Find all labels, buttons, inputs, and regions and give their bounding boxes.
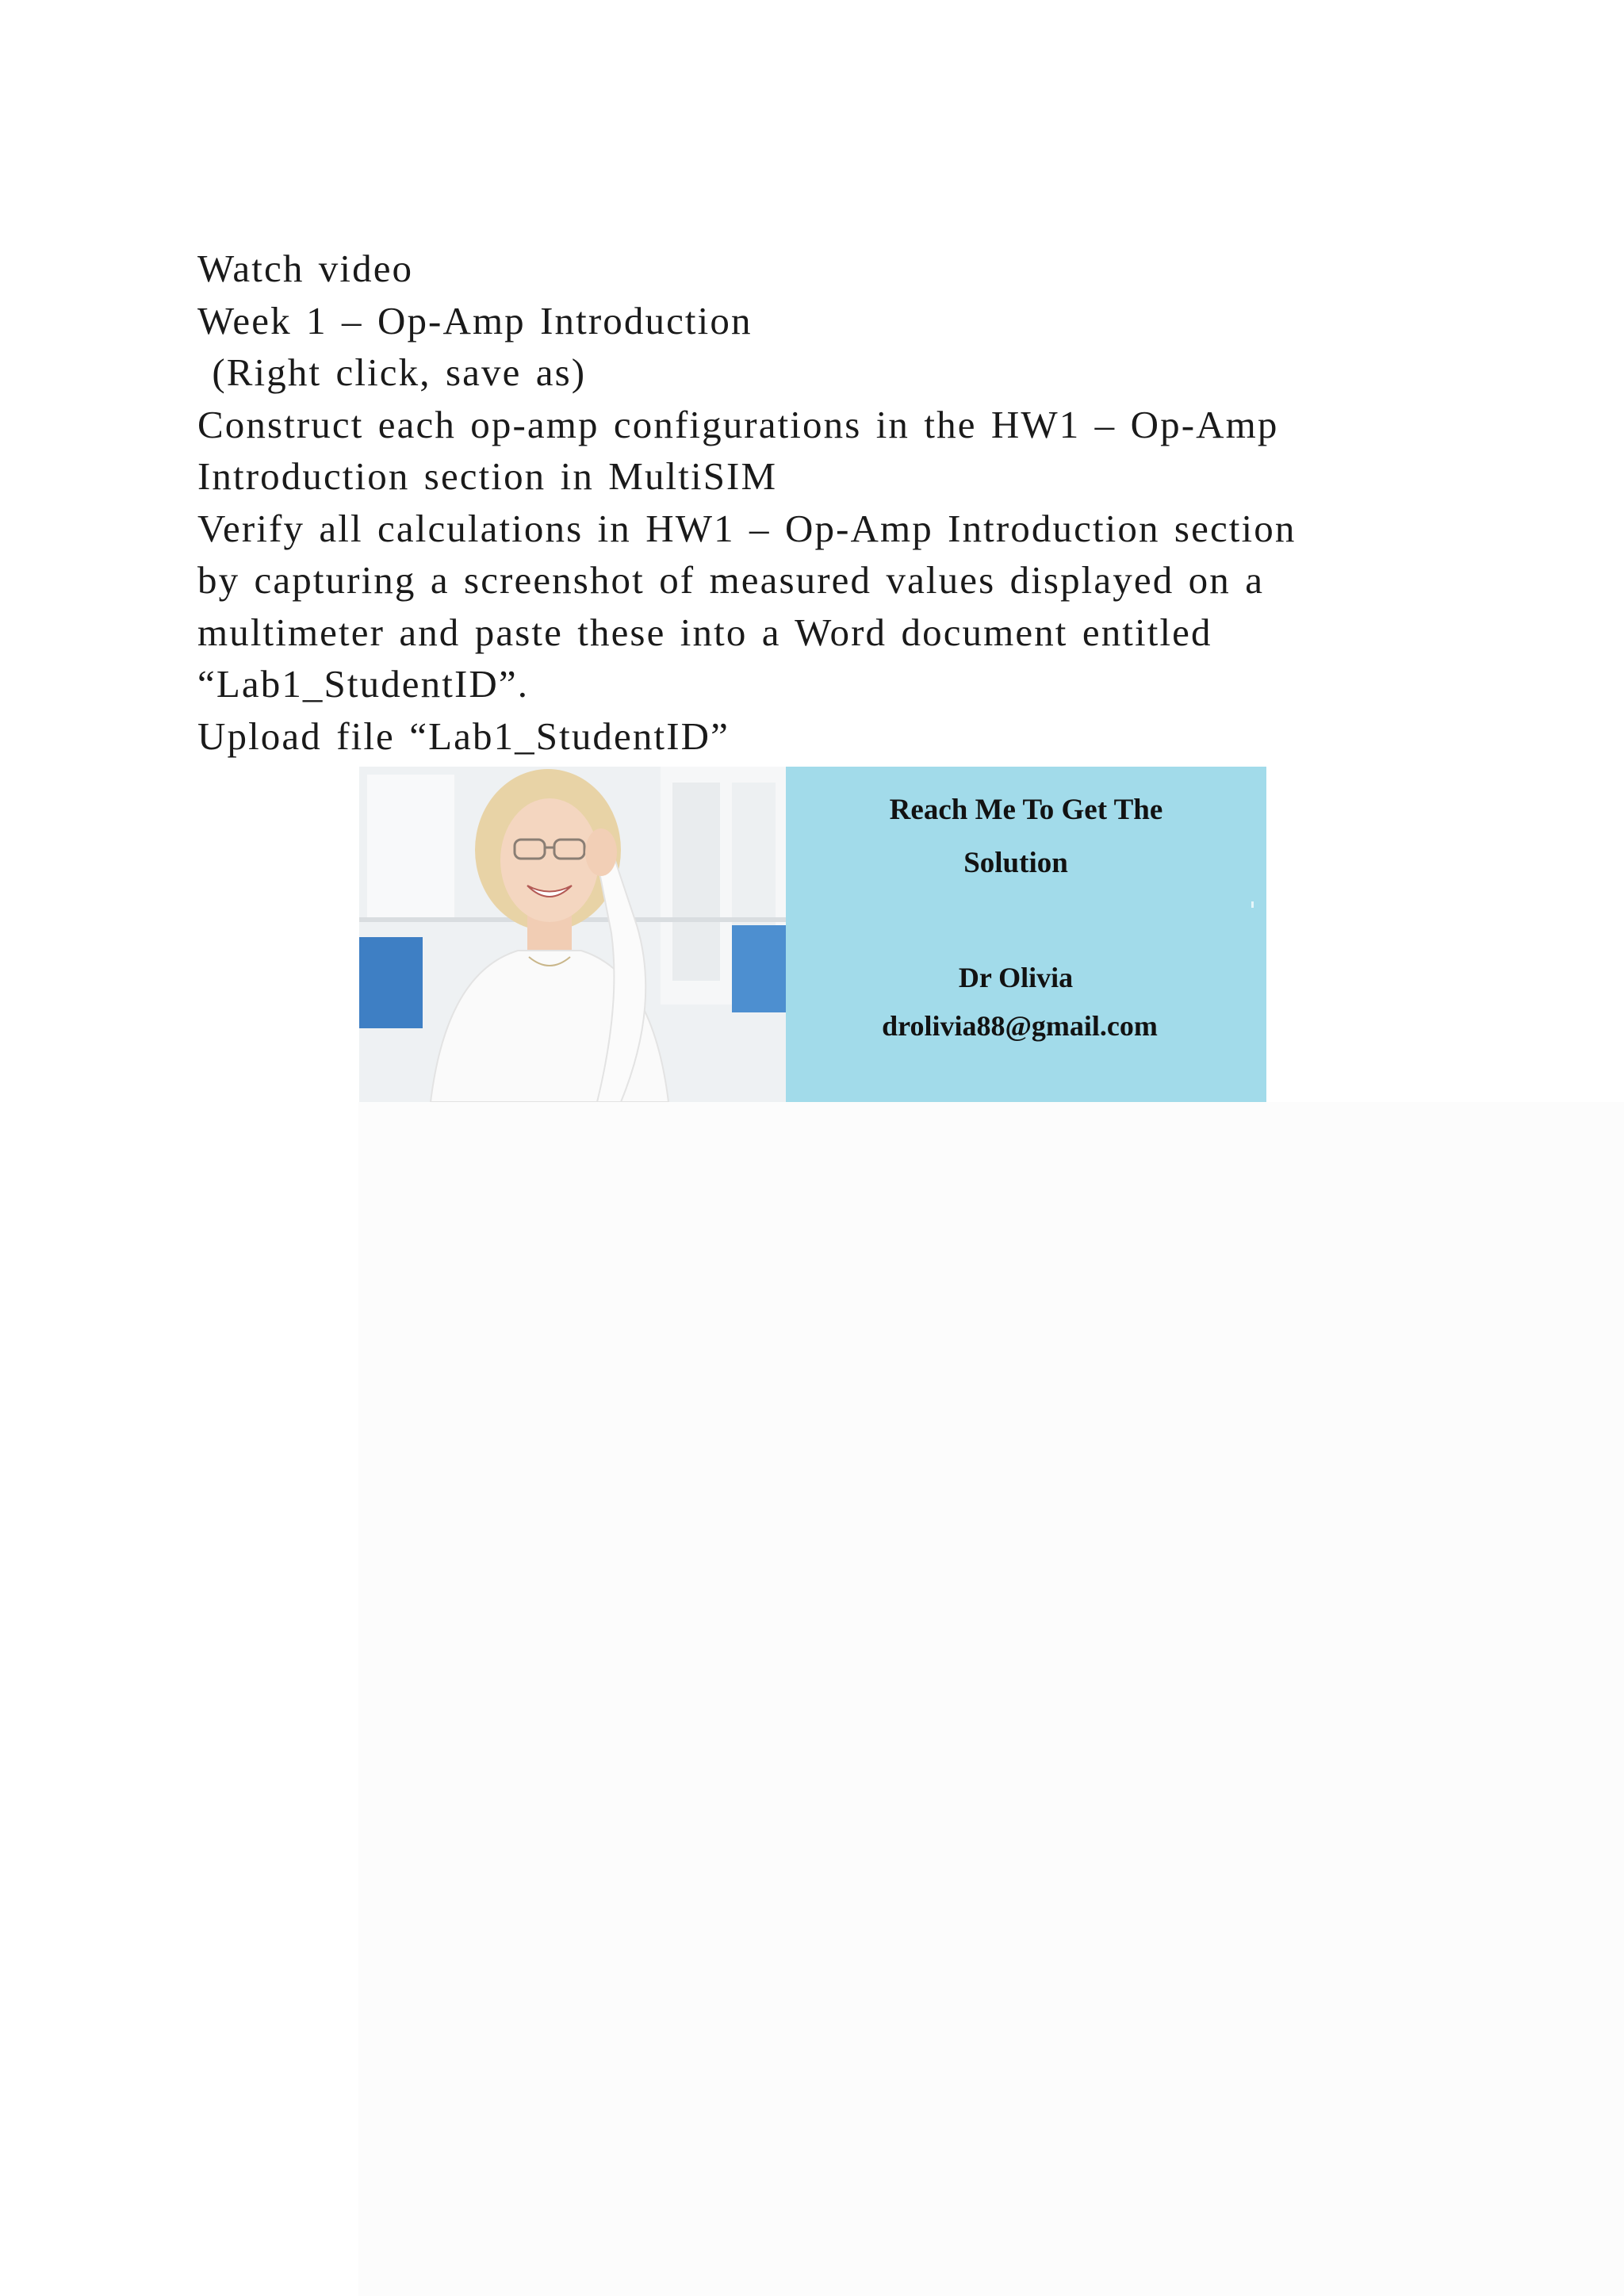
card-marker-dot — [1251, 901, 1254, 908]
page-background-shade — [358, 1102, 1624, 2296]
text-line-introduction-section: Introduction section in MultiSIM — [197, 454, 778, 498]
contact-name: Dr Olivia — [958, 962, 1074, 993]
text-line-upload: Upload file “Lab1_StudentID” — [197, 714, 730, 758]
text-line-verify: Verify all calculations in HW1 – Op-Amp Introduction section — [197, 506, 1297, 550]
text-line-construct: Construct each op-amp configurations in the HW1 – Op-Amp — [197, 402, 1279, 446]
contact-banner — [359, 767, 1266, 1102]
text-line-week-title: Week 1 – Op-Amp Introduction — [197, 298, 753, 342]
text-line-watch-video: Watch video — [197, 247, 414, 290]
text-line-multimeter: multimeter and paste these into a Word document entitled — [197, 610, 1212, 654]
text-line-right-click: (Right click, save as) — [197, 350, 587, 394]
text-line-lab-id: “Lab1_StudentID”. — [197, 662, 530, 706]
woman-photo-illustration — [359, 767, 786, 1102]
contact-email[interactable]: drolivia88@gmail.com — [882, 1010, 1158, 1042]
card-heading-line-1: Reach Me To Get The — [889, 794, 1163, 826]
card-heading-line-2: Solution — [963, 847, 1068, 879]
woman-photo — [359, 767, 786, 1102]
text-line-capturing: by capturing a screenshot of measured values displayed on a — [197, 558, 1265, 602]
document-body-text — [197, 243, 1434, 762]
contact-card — [786, 767, 1266, 1102]
